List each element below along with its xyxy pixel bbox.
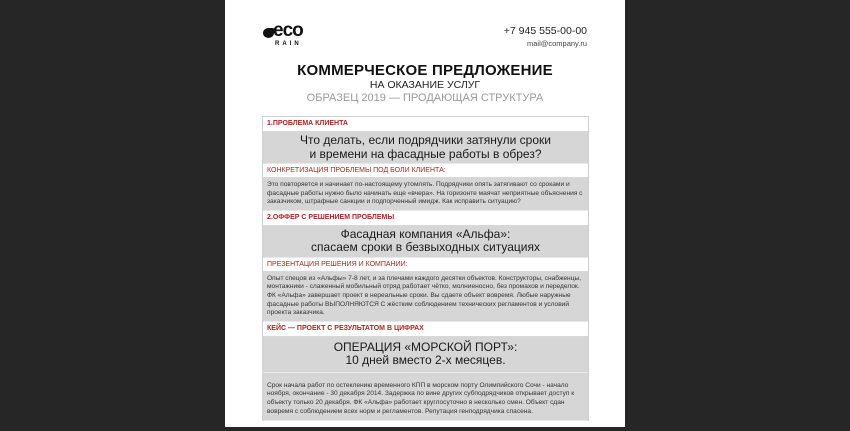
subtitle: НА ОКАЗАНИЕ УСЛУГ xyxy=(369,79,481,91)
document-page xyxy=(225,0,625,427)
logo-eco-text: eco xyxy=(273,20,303,41)
headline-line: и времени на фасадные работы в обрез? xyxy=(309,146,542,161)
contact-block xyxy=(504,25,587,48)
email-address: mail@company.ru xyxy=(527,39,587,48)
section-subheading: КОНКРЕТИЗАЦИЯ ПРОБЛЕМЫ ПОД БОЛИ КЛИЕНТА: xyxy=(263,164,588,178)
sample-caption: ОБРАЗЕЦ 2019 — ПРОДАЮЩАЯ СТРУКТУРА xyxy=(306,92,544,104)
proposal-table xyxy=(262,116,589,421)
headline-line: спасаем сроки в безвыходных ситуациях xyxy=(311,240,540,255)
section-body: Это повторяется и начинает по-настоящему утомлять. Подрядчики опять затягивают со сроками и фасадные работы нужно было начинать еще «вчера». На горизонте маячат неприятные объяснения с заказчиком, штрафные санкции и подпорченный имидж. Как исправить ситуацию? xyxy=(263,178,588,211)
problem-question xyxy=(263,132,588,164)
case-headline xyxy=(263,337,588,373)
headline-line: Что делать, если подрядчики затянули сроки xyxy=(300,133,551,147)
eco-rain-logo xyxy=(263,20,313,50)
section-body: Срок начала работ по остеклению временного КПП в морском порту Олимпийского Сочи - начало ноября, окончание - 30 декабря 2014. Задержка по вине других субподрядчиков открывает доступ к объекту только 20 декабря. ФК «Альфа» работает круглосуточно в несколько смен. Объект сдан вовремя с соблюдением всех норм и регламентов. Репутация генподрядчика спасена. xyxy=(263,373,588,421)
main-title: КОММЕРЧЕСКОЕ ПРЕДЛОЖЕНИЕ xyxy=(297,62,553,79)
offer-headline xyxy=(263,226,588,258)
section-body: Опыт спецов из «Альфы» 7-8 лет, и за плечами каждого десятки объектов. Конструкторы, снабженцы, монтажники - слаженный мобильный отряд работает чётко, молниеносно, без промахов и переделок. ФК «Альфа» завершает проект в нереальные сроки. Вы сдаете объект вовремя. Любые наружные фасадные работы ВЫПОЛНЯЮТСЯ С жёстким соблюдением технических регламентов и условий проекта заказчика. xyxy=(263,272,588,322)
headline-line: 10 дней вместо 2-х месяцев. xyxy=(345,353,506,368)
section-heading: КЕЙС — ПРОЕКТ С РЕЗУЛЬТАТОМ В ЦИФРАХ xyxy=(263,322,588,337)
logo-rain-text: RAIN xyxy=(275,41,302,47)
section-heading: 2.ОФФЕР С РЕШЕНИЕМ ПРОБЛЕМЫ xyxy=(263,211,588,226)
headline-line: ОПЕРАЦИЯ «МОРСКОЙ ПОРТ»: xyxy=(333,339,518,354)
title-block xyxy=(225,62,625,105)
section-subheading: ПРЕЗЕНТАЦИЯ РЕШЕНИЯ И КОМПАНИИ: xyxy=(263,258,588,272)
phone-number: +7 945 555-00-00 xyxy=(503,25,587,37)
headline-line: Фасадная компания «Альфа»: xyxy=(340,226,511,241)
section-heading: 1.ПРОБЛЕМА КЛИЕНТА xyxy=(263,117,588,132)
